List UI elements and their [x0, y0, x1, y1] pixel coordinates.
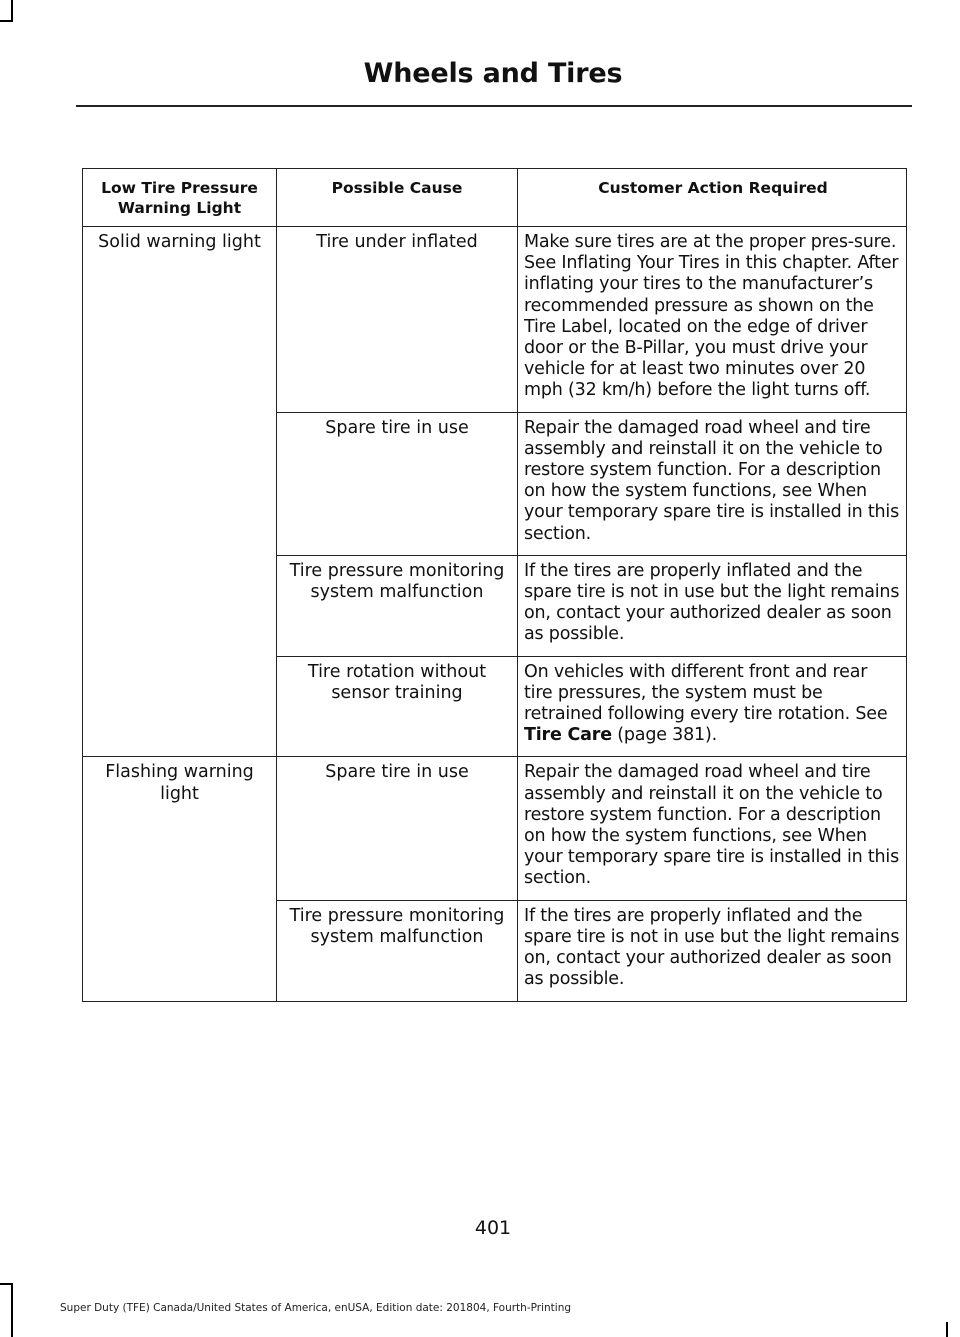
table-header-row [83, 169, 907, 227]
crop-mark-bottom-left-h [0, 1283, 13, 1285]
cell-cause: Tire rotation without sensor training [277, 656, 518, 757]
crop-mark-top-left [11, 0, 13, 22]
cell-warning-light-solid: Solid warning light [83, 227, 277, 757]
title-divider [76, 105, 912, 107]
tire-care-link[interactable]: Tire Care [524, 725, 612, 746]
cell-action: If the tires are properly inflated and the spare tire is not in use but the light remains on, contact your authorized dealer as soon as possible. [518, 900, 907, 1001]
cell-cause: Tire under inflated [277, 227, 518, 413]
tpms-warning-table [82, 168, 907, 1002]
action-page-ref: (page 381). [611, 725, 717, 746]
header-possible-cause: Possible Cause [277, 169, 518, 227]
cell-warning-light-flashing: Flashing warning light [83, 757, 277, 1001]
cell-action: Repair the damaged road wheel and tire assembly and reinstall it on the vehicle to restore system function. For a description on how the system functions, see When your temporary spare tire is installed in this section. [518, 757, 907, 900]
header-customer-action: Customer Action Required [518, 169, 907, 227]
cell-action: Make sure tires are at the proper pres-sure. See Inflating Your Tires in this chapter. After inflating your tires to the manufacturer’s recommended pressure as shown on the Tire Label, located on the edge of driver door or the B-Pillar, you must drive your vehicle for at least two minutes over 20 mph (32 km/h) before the light turns off. [518, 227, 907, 413]
cell-cause: Spare tire in use [277, 757, 518, 900]
crop-mark-bottom-left [11, 1283, 13, 1337]
crop-mark-top-left-h [0, 20, 13, 22]
edition-footer: Super Duty (TFE) Canada/United States of America, enUSA, Edition date: 201804, Fourth-Printing [60, 1302, 572, 1314]
action-text: On vehicles with different front and rear tire pressures, the system must be retrained following every tire rotation. See [524, 661, 888, 725]
cell-cause: Tire pressure monitoring system malfunction [277, 555, 518, 656]
cell-cause: Spare tire in use [277, 412, 518, 555]
table-row [83, 227, 907, 413]
crop-mark-bottom-right [946, 1322, 948, 1337]
table-row [83, 757, 907, 900]
cell-cause: Tire pressure monitoring system malfunction [277, 900, 518, 1001]
cell-action [518, 656, 907, 757]
page-title: Wheels and Tires [363, 58, 623, 89]
cell-action: If the tires are properly inflated and the spare tire is not in use but the light remains on, contact your authorized dealer as soon as possible. [518, 555, 907, 656]
cell-action: Repair the damaged road wheel and tire assembly and reinstall it on the vehicle to restore system function. For a description on how the system functions, see When your temporary spare tire is installed in this section. [518, 412, 907, 555]
header-warning-light: Low Tire Pressure Warning Light [83, 169, 277, 227]
page-number: 401 [474, 1217, 512, 1239]
